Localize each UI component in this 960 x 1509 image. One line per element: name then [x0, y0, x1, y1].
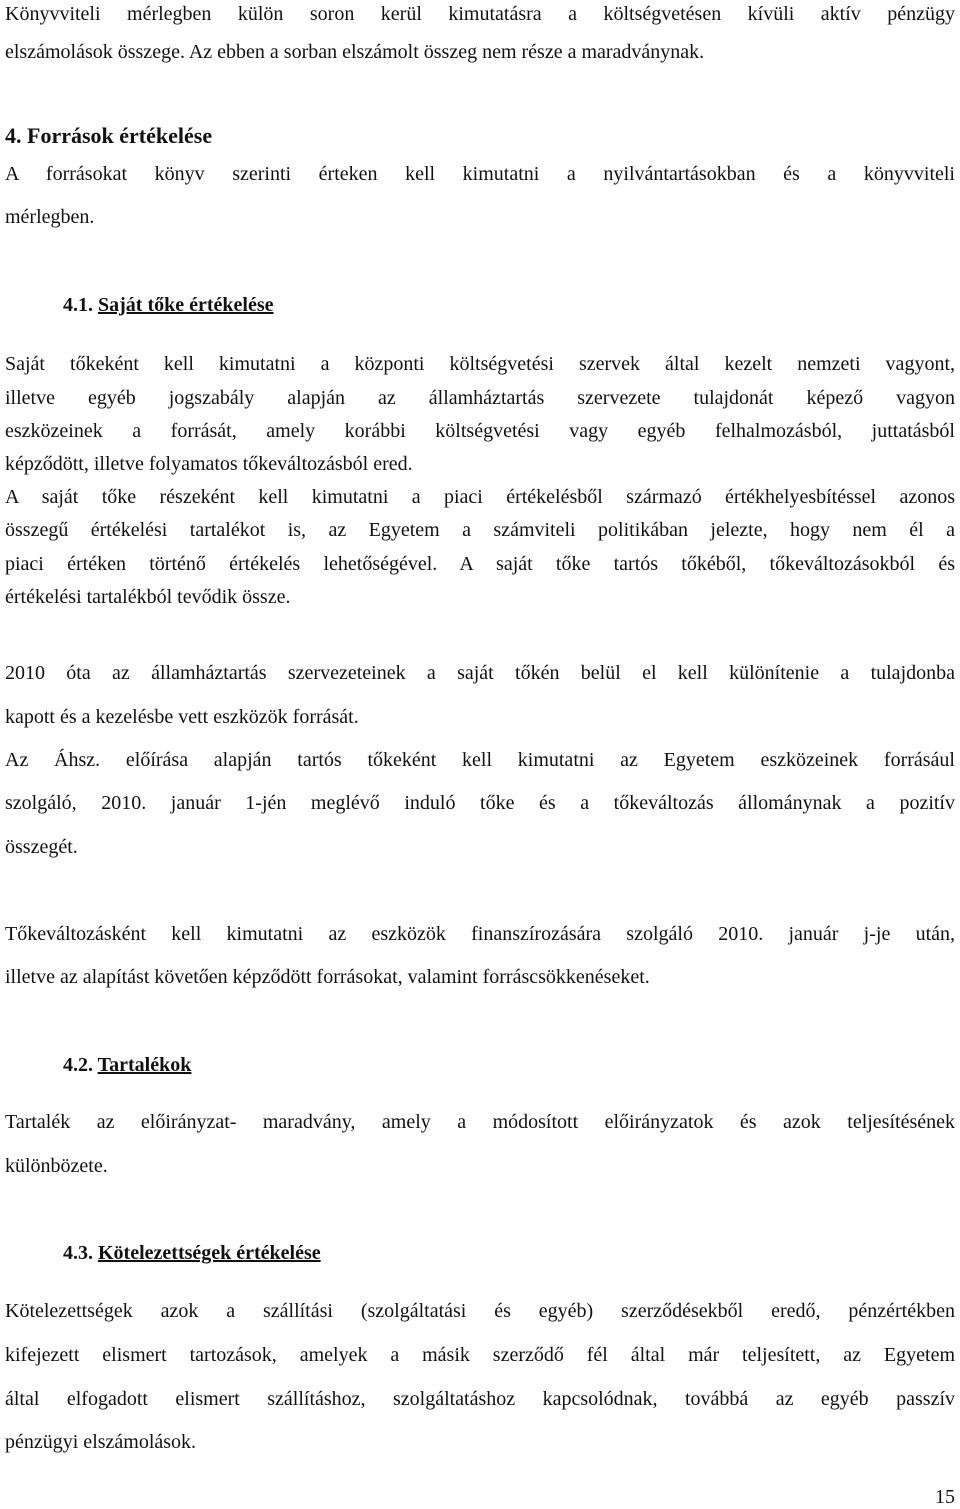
s42-line-1: Tartalék az előirányzat- maradvány, amely a módosított előirányzatok és azok teljesítésének: [5, 1111, 955, 1133]
intro-line-2: elszámolások összege. Az ebben a sorban elszámolt összeg nem része a maradványnak.: [5, 41, 705, 63]
s41-p5-line-2: illetve az alapítást követően képződött forrásokat, valamint forráscsökkenéseket.: [5, 966, 650, 988]
s41-p1-line-4: képződött, illetve folyamatos tőkeváltozásból ered.: [5, 453, 413, 475]
s43-line-1: Kötelezettségek azok a szállítási (szolgáltatási és egyéb) szerződésekből eredő, pénzértékben: [5, 1300, 955, 1322]
s41-p2-line-4: értékelési tartalékból tevődik össze.: [5, 586, 291, 608]
s41-p1-line-3: eszközeinek a forrását, amely korábbi költségvetési vagy egyéb felhalmozásból, juttatásból: [5, 420, 955, 442]
section-4-3-heading: [63, 1241, 321, 1265]
section-4-1-number: 4.1.: [63, 294, 93, 316]
section-4-3-title: Kötelezettségek értékelése: [98, 1242, 321, 1264]
section-4-2-heading: [63, 1053, 191, 1077]
s43-line-3: által elfogadott elismert szállításhoz, szolgáltatáshoz kapcsolódnak, továbbá az egyéb passzív: [5, 1388, 955, 1410]
s41-p1-line-1: Saját tőkeként kell kimutatni a központi költségvetési szervek által kezelt nemzeti vagyont,: [5, 353, 955, 375]
s41-p3-line-1: 2010 óta az államháztartás szervezeteinek a saját tőkén belül el kell különítenie a tulajdonba: [5, 662, 955, 684]
section-4-line-1: A forrásokat könyv szerinti érteken kell kimutatni a nyilvántartásokban és a könyvviteli: [5, 163, 955, 185]
section-4-1-title: Saját tőke értékelése: [98, 294, 274, 316]
s41-p4-line-2: szolgáló, 2010. január 1-jén meglévő induló tőke és a tőkeváltozás állománynak a pozitív: [5, 792, 955, 814]
section-4-2-number: 4.2.: [63, 1054, 93, 1076]
s41-p4-line-3: összegét.: [5, 836, 78, 858]
s41-p1-line-2: illetve egyéb jogszabály alapján az államháztartás szervezete tulajdonát képező vagyon: [5, 387, 955, 409]
section-4-heading: 4. Források értékelése: [5, 123, 213, 148]
page-number: 15: [935, 1486, 955, 1508]
s41-p5-line-1: Tőkeváltozásként kell kimutatni az eszközök finanszírozására szolgáló 2010. január j-je után,: [5, 923, 955, 945]
s41-p3-line-2: kapott és a kezelésbe vett eszközök forrását.: [5, 706, 359, 728]
s43-line-2: kifejezett elismert tartozások, amelyek a másik szerződő fél által már teljesített, az Egyetem: [5, 1344, 955, 1366]
section-4-2-title: Tartalékok: [97, 1054, 192, 1076]
section-4-1-heading: [63, 293, 274, 317]
s41-p2-line-2: összegű értékelési tartalékot is, az Egyetem a számviteli politikában jelezte, hogy nem él a: [5, 519, 955, 541]
s43-line-4: pénzügyi elszámolások.: [5, 1431, 197, 1453]
s41-p2-line-1: A saját tőke részeként kell kimutatni a piaci értékelésből származó értékhelyesbítéssel azonos: [5, 486, 955, 508]
s41-p2-line-3: piaci értéken történő értékelés lehetőségével. A saját tőke tartós tőkéből, tőkeváltozásokból és: [5, 553, 955, 575]
section-4-3-number: 4.3.: [63, 1242, 93, 1264]
section-4-line-2: mérlegben.: [5, 206, 95, 228]
intro-line-1: Könyvviteli mérlegben külön soron kerül kimutatásra a költségvetésen kívüli aktív pénzügy: [5, 3, 955, 25]
s42-line-2: különbözete.: [5, 1155, 108, 1177]
s41-p4-line-1: Az Áhsz. előírása alapján tartós tőkeként kell kimutatni az Egyetem eszközeinek forrásául: [5, 749, 955, 771]
